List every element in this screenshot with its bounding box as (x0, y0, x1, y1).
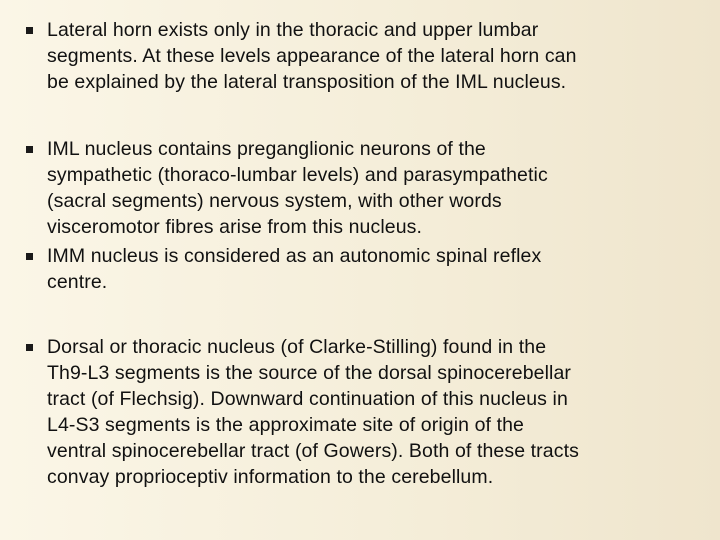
text-line: visceromotor fibres arise from this nucleus. (47, 216, 423, 238)
square-bullet-icon (26, 27, 33, 34)
square-bullet-icon (26, 253, 33, 260)
text-line: tract (of Flechsig). Downward continuation of this nucleus in (47, 388, 568, 410)
text-line: L4-S3 segments is the approximate site of origin of the (47, 414, 525, 436)
square-bullet-icon (26, 344, 33, 351)
text-line: sympathetic (thoraco-lumbar levels) and parasympathetic (47, 164, 548, 186)
text-line: (sacral segments) nervous system, with other words (47, 190, 502, 212)
text-line: be explained by the lateral transposition of the IML nucleus. (47, 71, 567, 93)
text-line: Dorsal or thoracic nucleus (of Clarke-Stilling) found in the (47, 336, 547, 358)
text-line: IMM nucleus is considered as an autonomic spinal reflex (47, 245, 542, 267)
bullet-text (47, 136, 707, 240)
bullet-text (47, 17, 707, 95)
text-line: Th9-L3 segments is the source of the dorsal spinocerebellar (47, 362, 572, 384)
text-line: ventral spinocerebellar tract (of Gowers). Both of these tracts (47, 440, 579, 462)
square-bullet-icon (26, 146, 33, 153)
text-line: IML nucleus contains preganglionic neurons of the (47, 138, 486, 160)
bullet-text (47, 243, 707, 295)
text-line: segments. At these levels appearance of the lateral horn can (47, 45, 577, 67)
text-line: centre. (47, 271, 108, 293)
text-line: convay proprioceptiv information to the cerebellum. (47, 466, 494, 488)
bullet-text (47, 334, 707, 490)
text-line: Lateral horn exists only in the thoracic and upper lumbar (47, 19, 539, 41)
